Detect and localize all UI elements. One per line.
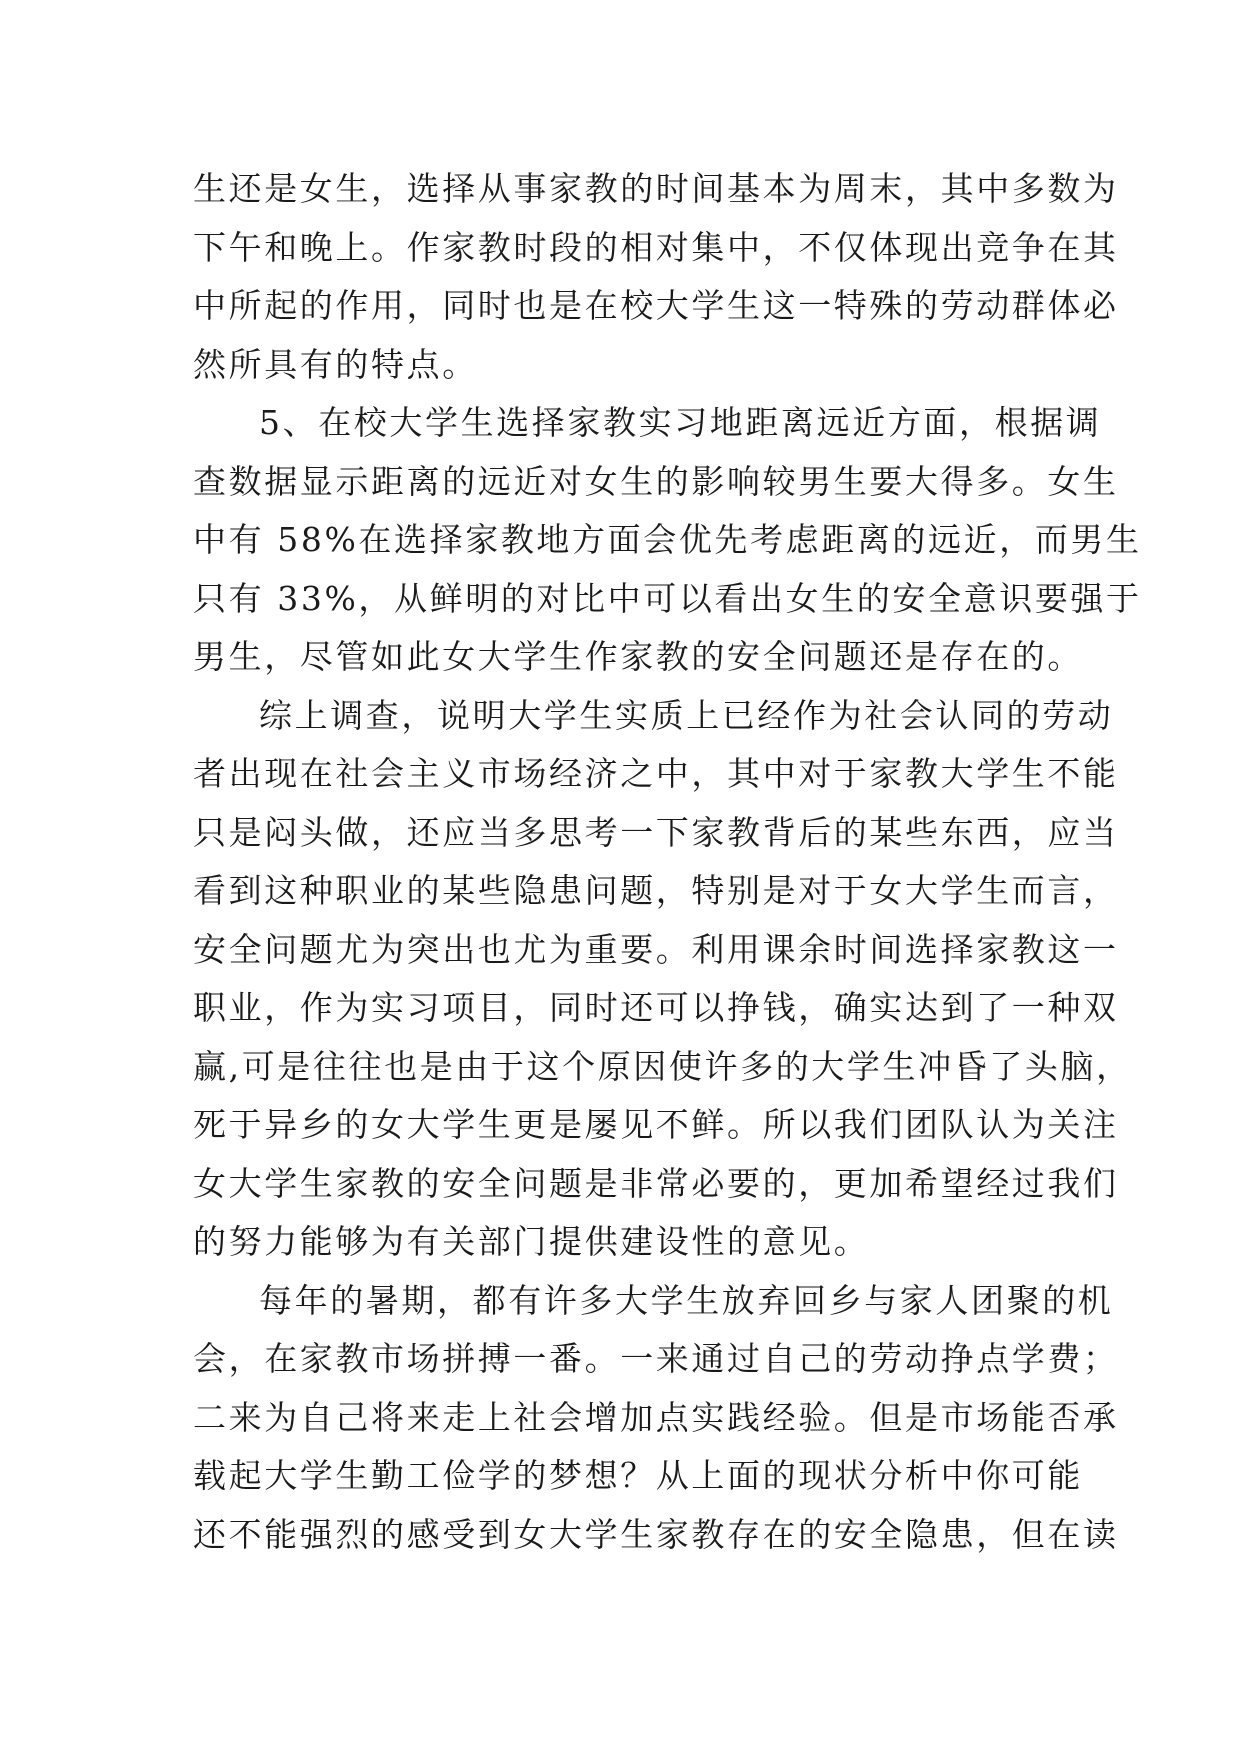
text-line: 男生，尽管如此女大学生作家教的安全问题还是存在的。: [193, 637, 1083, 676]
text-line: 赢,可是往往也是由于这个原因使许多的大学生冲昏了头脑，: [193, 1046, 1132, 1086]
text-line: 生还是女生，选择从事家教的时间基本为周末，其中多数为: [193, 169, 1119, 208]
text-line: 中有 58%在选择家教地方面会优先考虑距离的远近，而男生: [193, 520, 1142, 559]
text-line: 中所起的作用，同时也是在校大学生这一特殊的劳动群体必: [193, 286, 1119, 325]
text-line: 二来为自己将来走上社会增加点实践经验。但是市场能否承: [193, 1397, 1119, 1437]
text-line: 还不能强烈的感受到女大学生家教存在的安全隐患，但在读: [193, 1514, 1119, 1554]
paragraph-first-line: 5、在校大学生选择家教实习地距离远近方面，根据调: [259, 403, 1102, 442]
paragraph-first-line: 综上调查，说明大学生实质上已经作为社会认同的劳动: [259, 695, 1114, 735]
text-line: 安全问题尤为突出也尤为重要。利用课余时间选择家教这一: [193, 929, 1119, 969]
text-line: 只有 33%，从鲜明的对比中可以看出女生的安全意识要强于: [193, 578, 1142, 618]
text-line: 只是闷头做，还应当多思考一下家教背后的某些东西，应当: [193, 812, 1119, 852]
text-line: 下午和晚上。作家教时段的相对集中，不仅体现出竞争在其: [193, 227, 1119, 267]
text-line: 看到这种职业的某些隐患问题，特别是对于女大学生而言，: [193, 871, 1119, 910]
text-line: 者出现在社会主义市场经济之中，其中对于家教大学生不能: [193, 754, 1119, 793]
text-line: 女大学生家教的安全问题是非常必要的，更加希望经过我们: [193, 1163, 1119, 1203]
text-line: 然所具有的特点。: [193, 344, 478, 384]
text-line: 的努力能够为有关部门提供建设性的意见。: [193, 1222, 870, 1261]
text-line: 死于异乡的女大学生更是屡见不鲜。所以我们团队认为关注: [193, 1105, 1119, 1144]
text-line: 查数据显示距离的远近对女生的影响较男生要大得多。女生: [193, 461, 1119, 501]
text-line: 职业，作为实习项目，同时还可以挣钱，确实达到了一种双: [193, 988, 1119, 1027]
body-text: [193, 160, 1142, 1564]
text-line: 会，在家教市场拼搏一番。一来通过自己的劳动挣点学费；: [193, 1339, 1119, 1378]
text-line: 载起大学生勤工俭学的梦想？从上面的现状分析中你可能: [193, 1456, 1083, 1495]
paragraph-first-line: 每年的暑期，都有许多大学生放弃回乡与家人团聚的机: [259, 1280, 1114, 1320]
